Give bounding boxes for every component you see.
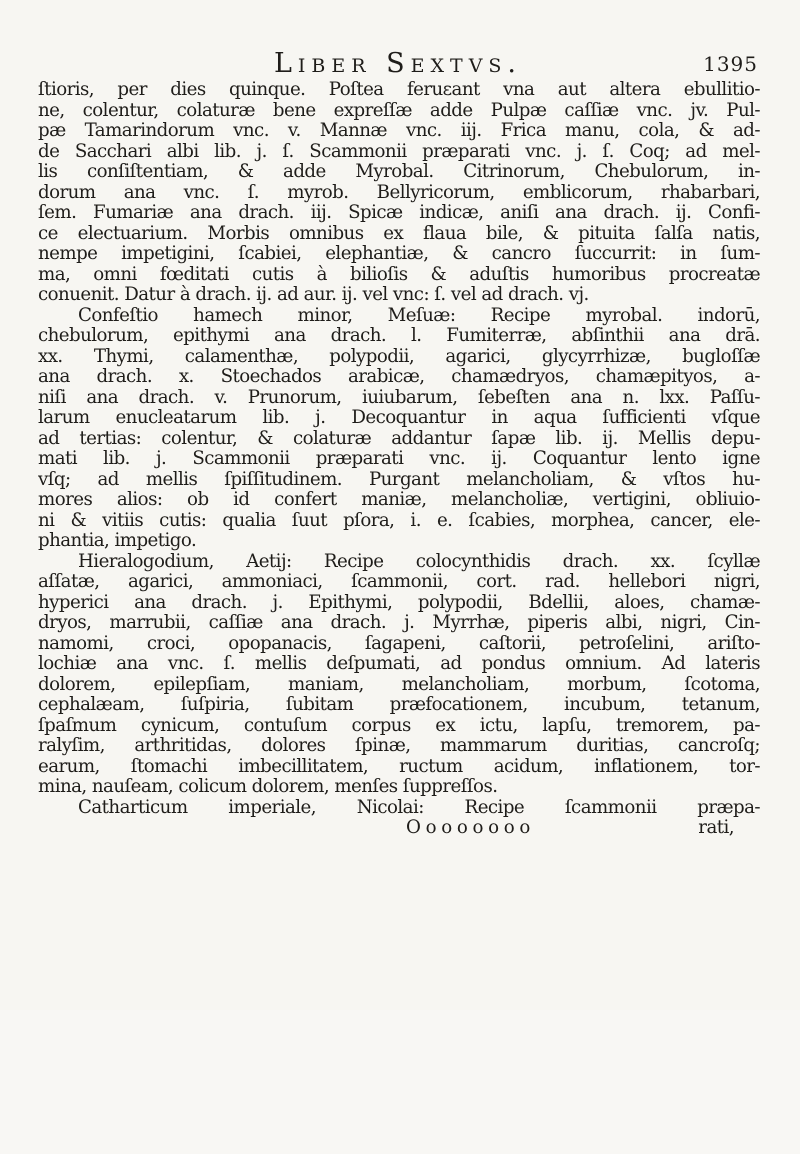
text-line: ana drach. x. Stoechados arabicæ, chamædryos, chamæpityos, a- bbox=[38, 367, 760, 387]
signature-mark: O o o o o o o o bbox=[406, 818, 530, 838]
text-line: ſtioris, per dies quinque. Poſtea feruεant vna aut altera ebullitio- bbox=[38, 80, 760, 100]
body-text bbox=[38, 80, 760, 839]
text-line: dolorem, epilepſiam, maniam, melancholiam, morbum, ſcotoma, bbox=[38, 674, 760, 695]
text-line: hyperici ana drach. j. Epithymi, polypodii, Bdellii, aloes, chamæ- bbox=[38, 592, 760, 613]
text-line: Hieralogodium, Aetij: Recipe colocynthidis drach. xx. ſcyllæ bbox=[78, 551, 760, 572]
text-line: vſq; ad mellis ſpiſſitudinem. Purgant melancholiam, & vſtos hu- bbox=[38, 469, 760, 490]
page-number: 1395 bbox=[703, 52, 758, 76]
text-line: dryos, marrubii, caſſiæ ana drach. j. Myrrhæ, piperis albi, nigri, Cin- bbox=[38, 613, 760, 633]
text-line: pæ Tamarindorum vnc. v. Mannæ vnc. iij. Frica manu, cola, & ad- bbox=[38, 121, 760, 141]
text-line: dorum ana vnc. ſ. myrob. Bellyricorum, emblicorum, rhabarbari, bbox=[38, 182, 760, 203]
text-line: nempe impetigini, ſcabiei, elephantiæ, & cancro ſuccurrit: in ſum- bbox=[38, 244, 760, 264]
running-title: Liber Sextvs. bbox=[273, 48, 523, 79]
catchword: rati, bbox=[698, 818, 734, 838]
text-line: xx. Thymi, calamenthæ, polypodii, agarici, glycyrrhizæ, bugloſſæ bbox=[38, 346, 760, 367]
text-line: ſpaſmum cynicum, contuſum corpus ex ictu, lapſu, tremorem, pa- bbox=[38, 715, 760, 736]
text-line: cephalæam, ſuſpiria, ſubitam præfocationem, incubum, tetanum, bbox=[38, 695, 760, 715]
blank-margin bbox=[0, 1010, 800, 1154]
text-line: Catharticum imperiale, Nicolai: Recipe ſcammonii præpa- bbox=[78, 797, 760, 818]
text-line: ce electuarium. Morbis omnibus ex flaua bile, & pituita ſalſa natis, bbox=[38, 223, 760, 244]
text-line: conuenit. Datur à drach. ij. ad aur. ij. vel vnc: ſ. vel ad drach. vj. bbox=[38, 285, 589, 305]
text-line: mati lib. j. Scammonii præparati vnc. ij. Coquantur lento igne bbox=[38, 449, 760, 469]
text-line: niſi ana drach. v. Prunorum, iuiubarum, ſebeſten ana n. lxx. Paſſu- bbox=[38, 387, 760, 408]
text-line: ralyſim, arthritidas, dolores ſpinæ, mammarum duritias, cancroſq; bbox=[38, 736, 760, 756]
running-head bbox=[0, 48, 800, 78]
signature-line bbox=[38, 818, 760, 839]
text-line: chebulorum, epithymi ana drach. l. Fumiterræ, abſinthii ana drā. bbox=[38, 326, 760, 346]
text-line: namomi, croci, opopanacis, ſagapeni, caſtorii, petroſelini, ariſto- bbox=[38, 633, 760, 654]
text-line: ni & vitiis cutis: qualia ſuut pſora, i. e. ſcabies, morphea, cancer, ele- bbox=[38, 510, 760, 531]
text-line: ne, colentur, colaturæ bene expreſſæ adde Pulpæ caſſiæ vnc. jv. Pul- bbox=[38, 100, 760, 121]
text-line: de Sacchari albi lib. j. ſ. Scammonii præparati vnc. j. ſ. Coq; ad mel- bbox=[38, 141, 760, 162]
text-line: larum enucleatarum lib. j. Decoquantur in aqua ſufficienti vſque bbox=[38, 408, 760, 428]
text-line: ſem. Fumariæ ana drach. iij. Spicæ indicæ, aniſi ana drach. ij. Confi- bbox=[38, 203, 760, 223]
text-line: Confeſtio hamech minor, Meſuæ: Recipe myrobal. indorū, bbox=[78, 305, 760, 326]
text-line: mores alios: ob id confert maniæ, melancholiæ, vertigini, obliuio- bbox=[38, 490, 760, 510]
text-line: ad tertias: colentur, & colaturæ addantur ſapæ lib. ij. Mellis depu- bbox=[38, 428, 760, 449]
text-line: ma, omni fœditati cutis à bilioſis & aduſtis humoribus procreatæ bbox=[38, 264, 760, 285]
text-line: aſſatæ, agarici, ammoniaci, ſcammonii, cort. rad. hellebori nigri, bbox=[38, 572, 760, 592]
text-line: lis conſiſtentiam, & adde Myrobal. Citrinorum, Chebulorum, in- bbox=[38, 162, 760, 182]
text-line: mina, nauſeam, colicum dolorem, menſes ſuppreſſos. bbox=[38, 777, 498, 797]
text-line: lochiæ ana vnc. ſ. mellis deſpumati, ad pondus omnium. Ad lateris bbox=[38, 654, 760, 674]
text-line: phantia, impetigo. bbox=[38, 531, 197, 551]
text-line: earum, ſtomachi imbecillitatem, ructum acidum, inflationem, tor- bbox=[38, 756, 760, 777]
